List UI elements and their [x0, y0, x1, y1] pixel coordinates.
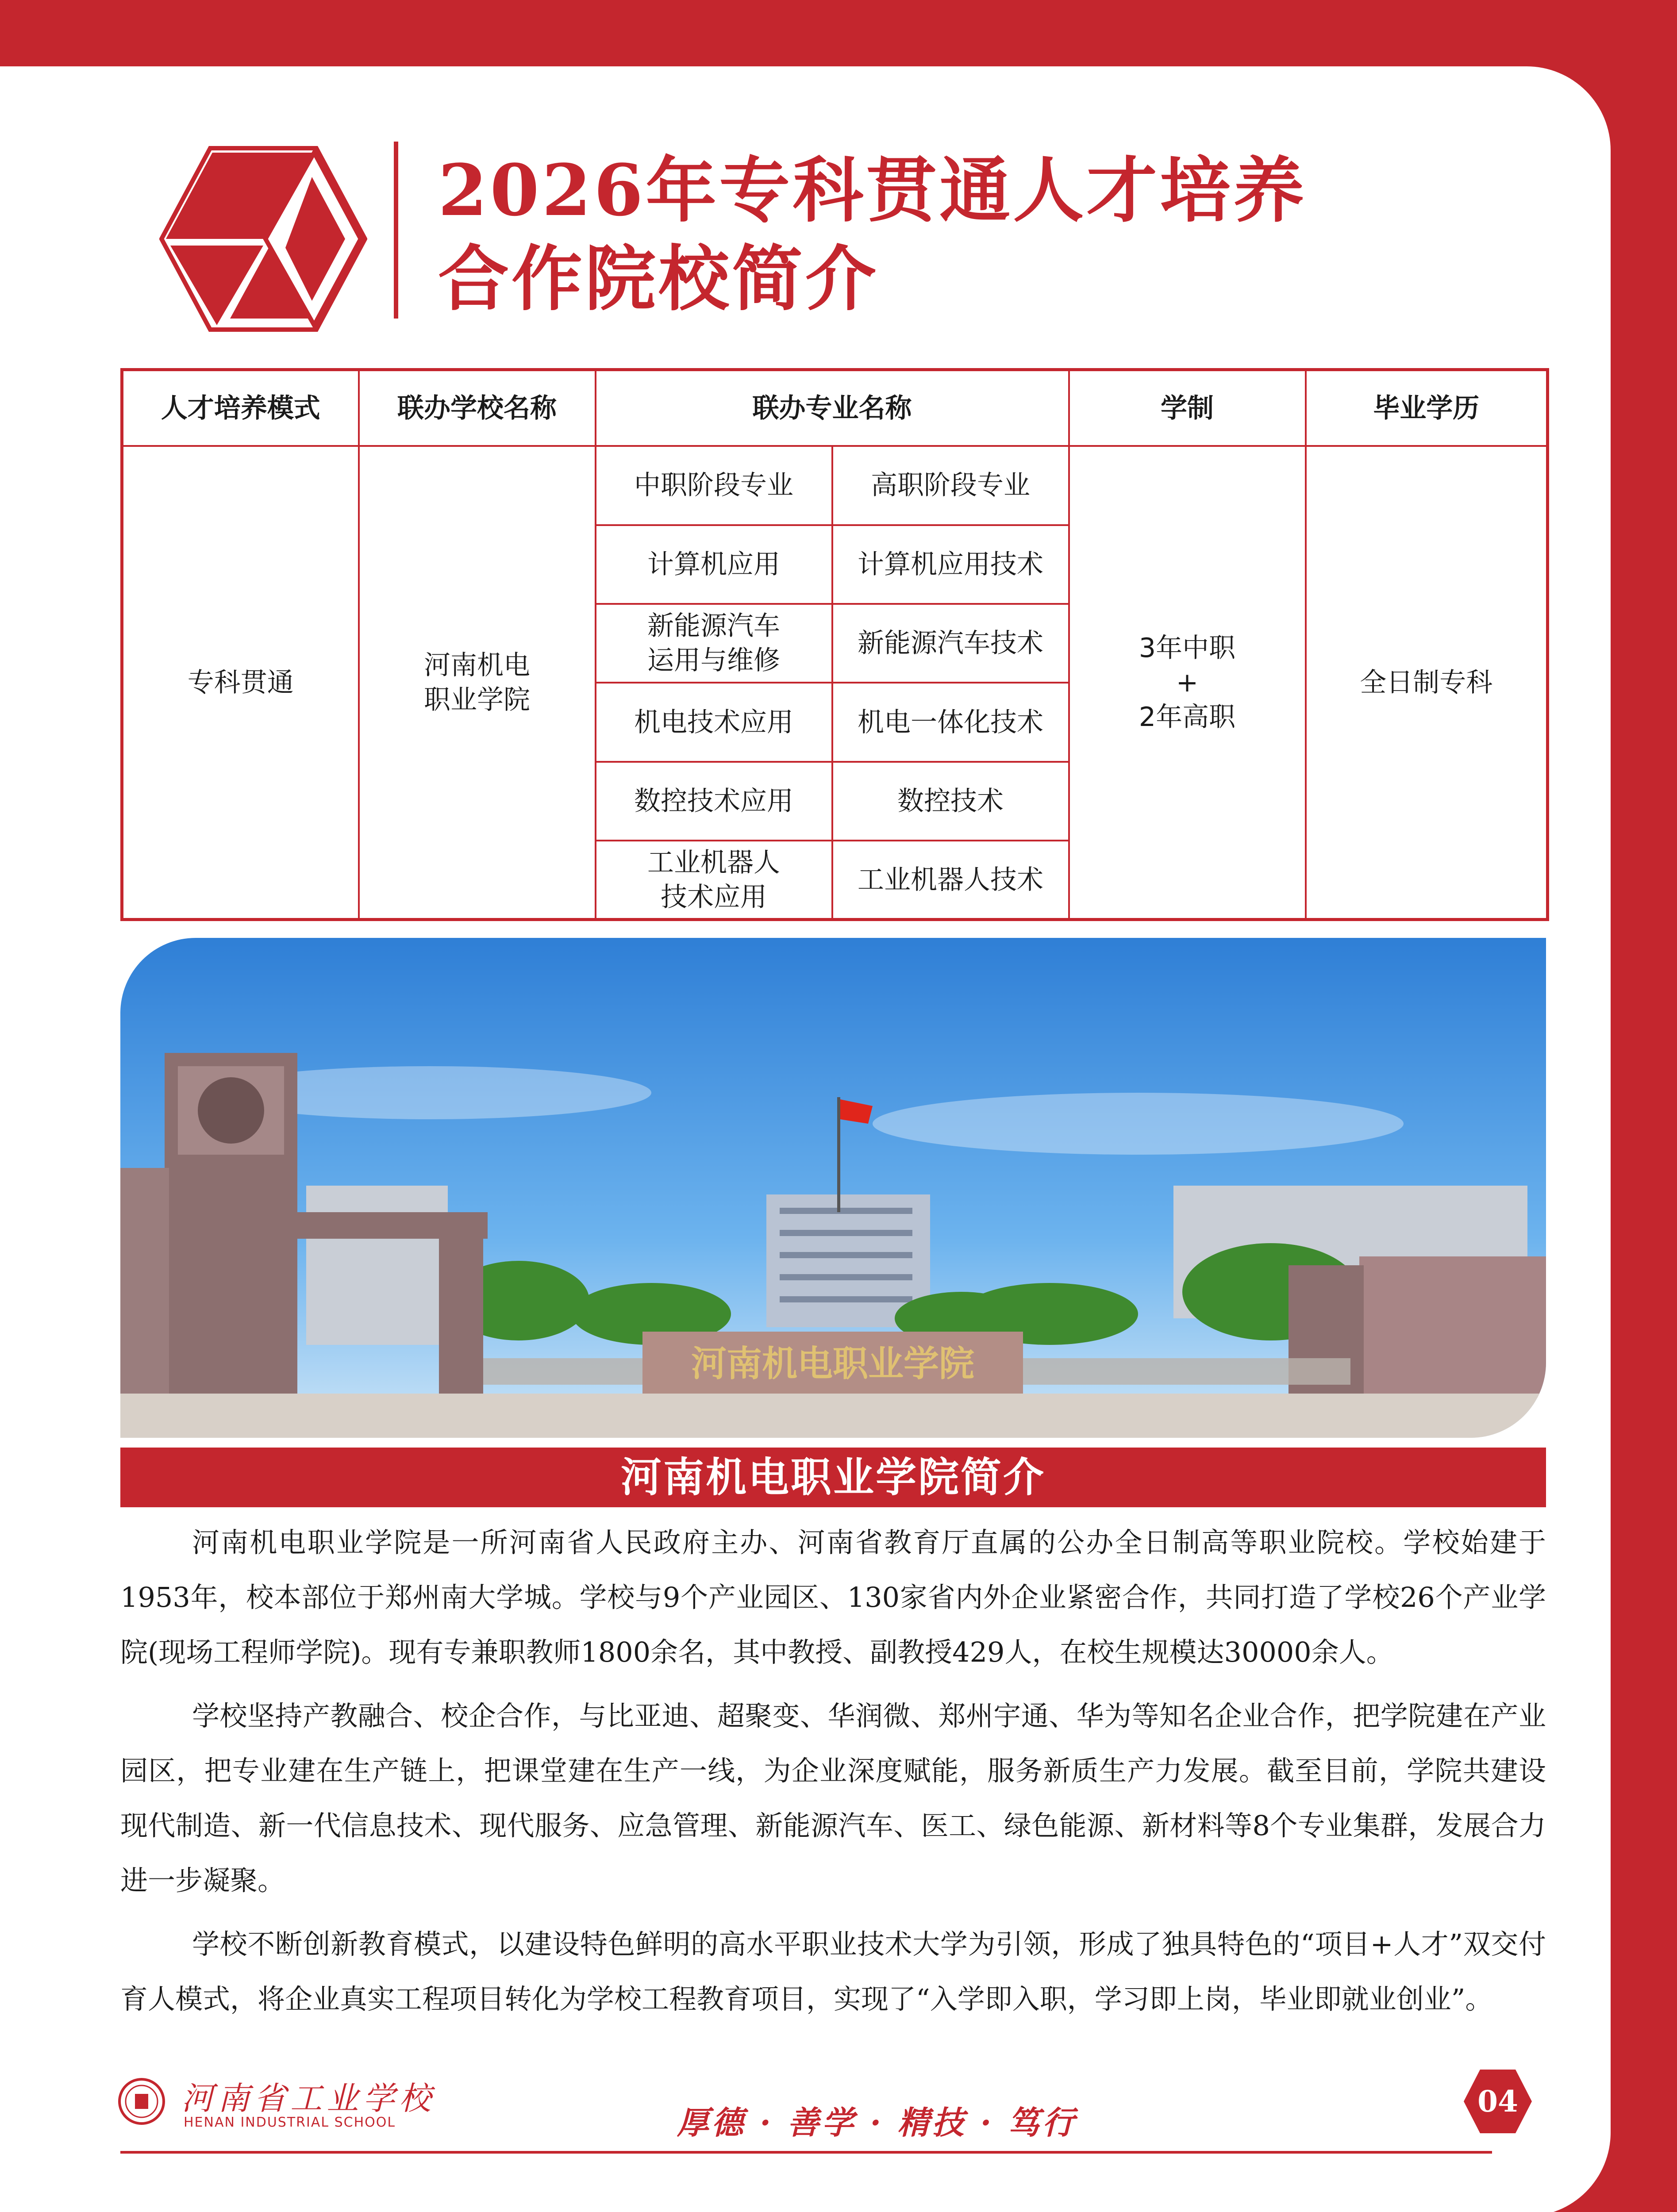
cell-diploma: 全日制专科 — [1306, 446, 1548, 919]
header-diploma: 毕业学历 — [1306, 370, 1548, 446]
cell-higher-major: 计算机应用技术 — [832, 525, 1069, 604]
table-row — [122, 446, 1548, 525]
table-header-row — [122, 370, 1548, 446]
cell-secondary-major: 机电技术应用 — [596, 683, 832, 761]
header-mode: 人才培养模式 — [122, 370, 359, 446]
footer-divider — [120, 2151, 1492, 2154]
cell-duration: 3年中职 + 2年高职 — [1069, 446, 1306, 919]
page-title-line2: 合作院校简介 — [438, 237, 879, 320]
campus-photo — [120, 938, 1546, 1438]
program-table — [120, 368, 1549, 921]
footer-school-name-en: HENAN INDUSTRIAL SCHOOL — [184, 2115, 396, 2130]
title-divider — [394, 142, 398, 319]
cell-school: 河南机电 职业学院 — [359, 446, 596, 919]
section-title: 河南机电职业学院简介 — [120, 1448, 1546, 1507]
sub-header-higher: 高职阶段专业 — [832, 446, 1069, 525]
header-school: 联办学校名称 — [359, 370, 596, 446]
cell-secondary-major: 数控技术应用 — [596, 762, 832, 841]
cell-secondary-major: 计算机应用 — [596, 525, 832, 604]
page-number: 04 — [1477, 2084, 1518, 2119]
sub-header-secondary: 中职阶段专业 — [596, 446, 832, 525]
page-title — [438, 146, 1307, 323]
header-major: 联办专业名称 — [596, 370, 1069, 446]
cell-higher-major: 数控技术 — [832, 762, 1069, 841]
page-title-line1: 2026年专科贯通人才培养 — [438, 149, 1307, 232]
cube-logo-icon — [159, 146, 367, 332]
school-seal-icon — [117, 2077, 166, 2126]
cell-secondary-major: 工业机器人 技术应用 — [596, 841, 832, 919]
header-duration: 学制 — [1069, 370, 1306, 446]
intro-text — [120, 1515, 1546, 2035]
intro-paragraph: 学校不断创新教育模式，以建设特色鲜明的高水平职业技术大学为引领，形成了独具特色的“项目+人才”双交付育人模式，将企业真实工程项目转化为学校工程教育项目，实现了“入学即入职，学习即上岗，毕业即就业创业”。 — [120, 1928, 1546, 2015]
intro-paragraph: 学校坚持产教融合、校企合作，与比亚迪、超聚变、华润微、郑州宇通、华为等知名企业合作，把学院建在产业园区，把专业建在生产链上，把课堂建在生产一线，为企业深度赋能，服务新质生产力发展。截至目前，学院共建设现代制造、新一代信息技术、现代服务、应急管理、新能源汽车、医工、绿色能源、新材料等8个专业集群，发展合力进一步凝聚。 — [120, 1700, 1546, 1897]
cell-higher-major: 机电一体化技术 — [832, 683, 1069, 761]
cell-higher-major: 工业机器人技术 — [832, 841, 1069, 919]
cell-higher-major: 新能源汽车技术 — [832, 604, 1069, 683]
cell-secondary-major: 新能源汽车 运用与维修 — [596, 604, 832, 683]
cell-mode: 专科贯通 — [122, 446, 359, 919]
intro-paragraph: 河南机电职业学院是一所河南省人民政府主办、河南省教育厅直属的公办全日制高等职业院校。学校始建于1953年，校本部位于郑州南大学城。学校与9个产业园区、130家省内外企业紧密合作，共同打造了学校26个产业学院(现场工程师学院)。现有专兼职教师1800余名，其中教授、副教授429人，在校生规模达30000余人。 — [120, 1526, 1546, 1668]
campus-sign-text: 河南机电职业学院 — [691, 1343, 974, 1384]
school-motto: 厚德 · 善学 · 精技 · 笃行 — [677, 2104, 1077, 2141]
footer-school-name: 河南省工业学校 — [181, 2080, 436, 2117]
